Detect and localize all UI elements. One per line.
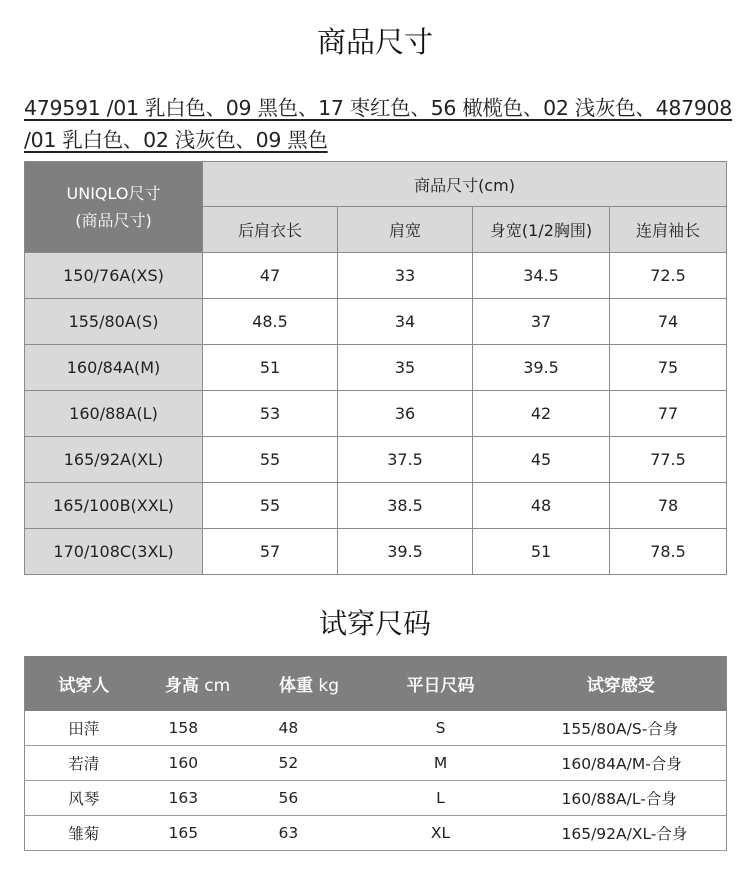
tester-fit-feedback: 160/88A/L-合身 [516,781,727,816]
tester-height: 160 [143,746,253,781]
tester-height: 163 [143,781,253,816]
back-length-cell: 55 [203,437,338,483]
shoulder-width-cell: 38.5 [338,483,473,529]
tester-usual-size: L [366,781,516,816]
table-row [25,253,727,299]
table-row [25,483,727,529]
column-header-back-length: 后肩衣长 [203,207,338,253]
back-length-cell: 53 [203,391,338,437]
back-length-cell: 48.5 [203,299,338,345]
header-height-label: 身高 [164,676,199,696]
sleeve-length-cell: 78.5 [610,529,727,575]
table-row [25,299,727,345]
size-label: 160/84A(M) [25,345,203,391]
tester-usual-size: S [366,711,516,746]
table-row [25,437,727,483]
tester-weight: 48 [253,711,366,746]
body-width-cell: 42 [473,391,610,437]
size-chart-title: 商品尺寸 [316,25,433,59]
back-length-cell: 51 [203,345,338,391]
tester-name: 风琴 [25,781,143,816]
size-label: 150/76A(XS) [25,253,203,299]
header-tester [25,656,143,711]
size-label: 170/108C(3XL) [25,529,203,575]
shoulder-width-cell: 36 [338,391,473,437]
tester-fit-feedback: 155/80A/S-合身 [516,711,727,746]
tester-weight: 63 [253,816,366,851]
size-header-line2: (商品尺寸) [75,211,152,230]
back-length-cell: 57 [203,529,338,575]
body-width-cell: 34.5 [473,253,610,299]
sleeve-length-cell: 78 [610,483,727,529]
body-width-cell: 48 [473,483,610,529]
size-label: 155/80A(S) [25,299,203,345]
shoulder-width-cell: 34 [338,299,473,345]
header-usual-size [366,656,516,711]
body-width-cell: 45 [473,437,610,483]
sleeve-length-cell: 72.5 [610,253,727,299]
table-row [25,746,727,781]
tester-weight: 56 [253,781,366,816]
body-width-cell: 37 [473,299,610,345]
trial-fit-title: 试穿尺码 [318,607,431,640]
tester-usual-size: M [366,746,516,781]
trial-header-row [25,656,727,711]
tester-height: 158 [143,711,253,746]
header-tester-label: 试穿人 [58,676,110,696]
back-length-cell: 55 [203,483,338,529]
tester-name: 雏菊 [25,816,143,851]
back-length-cell: 47 [203,253,338,299]
header-height-unit: cm [198,676,231,696]
header-weight-unit: kg [312,676,340,696]
column-header-shoulder-width: 肩宽 [338,207,473,253]
header-usual-size-label: 平日尺码 [406,676,475,696]
sleeve-length-cell: 77 [610,391,727,437]
trial-fit-table [24,656,727,851]
tester-fit-feedback: 160/84A/M-合身 [516,746,727,781]
size-chart-table [24,161,727,575]
shoulder-width-cell: 39.5 [338,529,473,575]
shoulder-width-cell: 37.5 [338,437,473,483]
tester-name: 若清 [25,746,143,781]
table-row [25,816,727,851]
header-weight-label: 体重 [278,676,313,696]
size-column-header [25,162,203,253]
table-row [25,391,727,437]
body-width-cell: 51 [473,529,610,575]
size-header-line1: UNIQLO尺寸 [66,184,161,203]
measurement-group-header: 商品尺寸(cm) [203,162,727,207]
sleeve-length-cell: 75 [610,345,727,391]
column-header-sleeve-length: 连肩袖长 [610,207,727,253]
tester-fit-feedback: 165/92A/XL-合身 [516,816,727,851]
header-height [143,656,253,711]
size-label: 160/88A(L) [25,391,203,437]
size-label: 165/100B(XXL) [25,483,203,529]
product-codes-link[interactable]: 479591 /01 乳白色、09 黑色、17 枣红色、56 橄榄色、02 浅灰色、487908 /01 乳白色、02 浅灰色、09 黑色 [24,96,733,152]
table-row [25,529,727,575]
size-label: 165/92A(XL) [25,437,203,483]
tester-weight: 52 [253,746,366,781]
header-fit-feedback [516,656,727,711]
table-row [25,711,727,746]
tester-usual-size: XL [366,816,516,851]
tester-name: 田萍 [25,711,143,746]
shoulder-width-cell: 33 [338,253,473,299]
table-row [25,781,727,816]
sleeve-length-cell: 74 [610,299,727,345]
table-row [25,345,727,391]
sleeve-length-cell: 77.5 [610,437,727,483]
tester-height: 165 [143,816,253,851]
column-header-body-width: 身宽(1/2胸围) [473,207,610,253]
header-fit-feedback-label: 试穿感受 [586,676,655,696]
header-weight [253,656,366,711]
body-width-cell: 39.5 [473,345,610,391]
shoulder-width-cell: 35 [338,345,473,391]
